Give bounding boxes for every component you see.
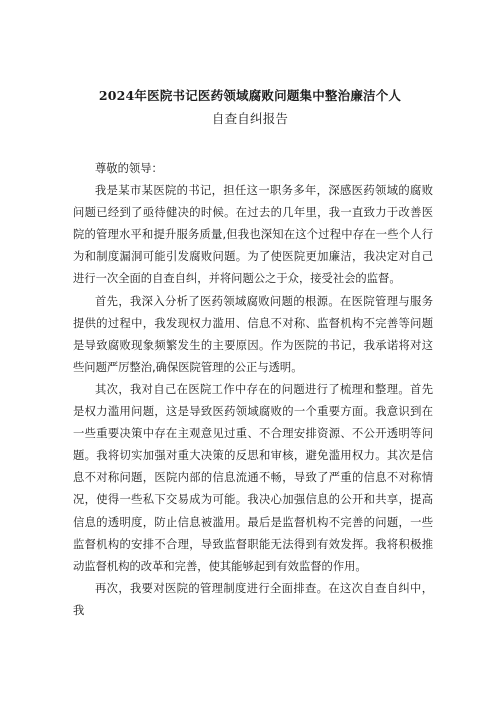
document-title-line1: 2024年医院书记医药领域腐败问题集中整治廉洁个人 [98,88,402,103]
salutation: 尊敬的领导： [95,162,163,175]
document-body [73,158,433,622]
document-title-line2: 自查自纠报告 [211,111,289,126]
paragraph-2: 首先，我深入分析了医药领域腐败问题的根源。在医院管理与服务提供的过程中，我发现权力滥用、信息不对称、监督机构不完善等问题是导致腐败现象频繁发生的主要原因。作为医院的书记，我承诺将对这些问题严厉整治,确保医院管理的公正与透明。 [73,294,433,374]
paragraph-4: 再次，我要对医院的管理制度进行全面排查。在这次自查自纠中，我 [73,581,433,617]
paragraph-3: 其次，我对自己在医院工作中存在的问题进行了梳理和整理。首先是权力滥用问题，这是导致医药领域腐败的一个重要方面。我意识到在一些重要决策中存在主观意见过重、不合理安排资源、不公开透明等问题。我将切实加强对重大决策的反思和审核，避免滥用权力。其次是信息不对称问题，医院内部的信息流通不畅，导致了严重的信息不对称情况，使得一些私下交易成为可能。我决心加强信息的公开和共享，提高信息的透明度，防止信息被滥用。最后是监督机构不完善的问题，一些监督机构的安排不合理，导致监督职能无法得到有效发挥。我将积极推动监督机构的改革和完善，使其能够起到有效监督的作用。 [73,382,433,573]
paragraph-1: 我是某市某医院的书记，担任这一职务多年，深感医药领域的腐败问题已经到了亟待健决的时候。在过去的几年里，我一直致力于改善医院的管理水平和提升服务质量,但我也深知在这个过程中存在一些个人行为和制度漏洞可能引发腐败问题。为了使医院更加廉洁，我决定对自己进行一次全面的自查自纠，并将问题公之于众，接受社会的监督。 [73,184,433,286]
